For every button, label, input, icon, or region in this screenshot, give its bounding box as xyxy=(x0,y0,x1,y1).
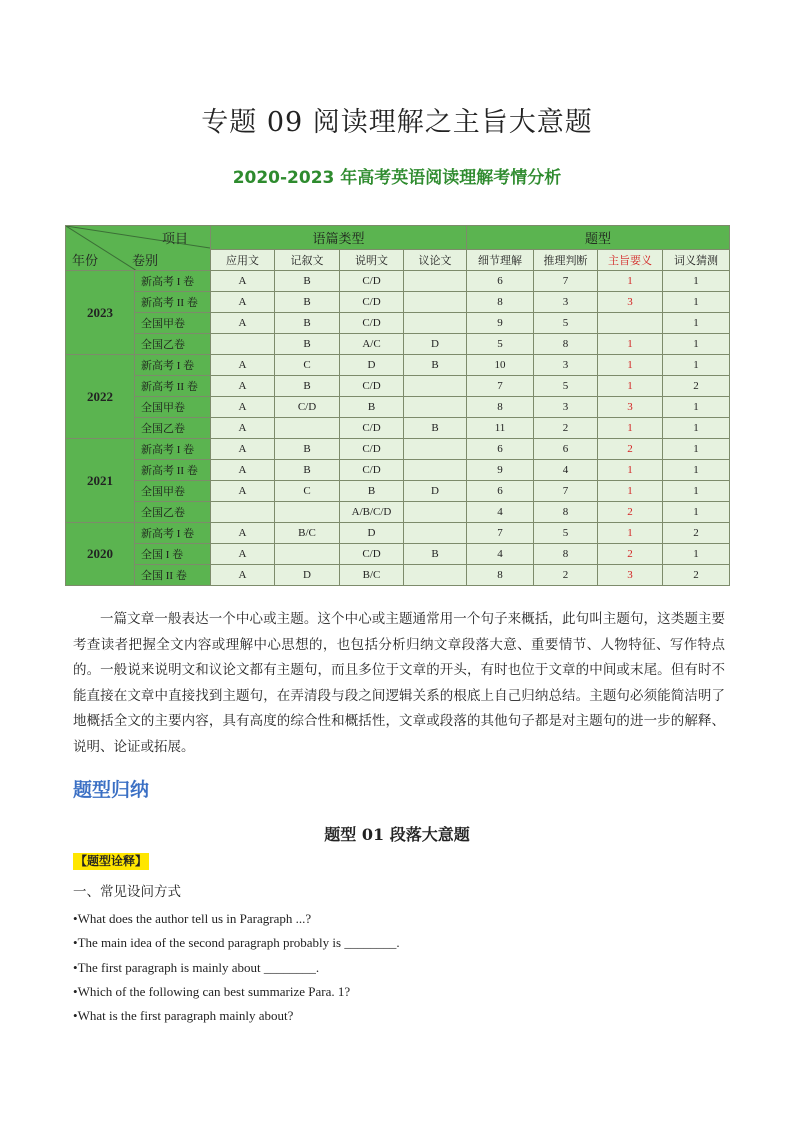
corner-item-label: 项目 xyxy=(161,231,188,246)
data-cell: C/D xyxy=(340,460,404,481)
table-row xyxy=(66,481,730,502)
data-cell: A xyxy=(211,439,275,460)
data-cell: 3 xyxy=(598,292,663,313)
data-cell: D xyxy=(404,334,467,355)
data-cell xyxy=(404,376,467,397)
data-cell: B xyxy=(275,439,340,460)
data-cell: 7 xyxy=(467,376,534,397)
data-cell: 10 xyxy=(467,355,534,376)
data-cell: A xyxy=(211,523,275,544)
type-explanation-tag: 【题型诠释】 xyxy=(75,854,148,868)
data-cell: 5 xyxy=(534,376,598,397)
data-cell: 2 xyxy=(534,418,598,439)
data-cell: A/C xyxy=(340,334,404,355)
data-cell: C/D xyxy=(340,544,404,565)
data-cell: B/C xyxy=(340,565,404,586)
data-cell: A xyxy=(211,418,275,439)
data-cell: 2 xyxy=(598,439,663,460)
table-corner xyxy=(66,226,211,271)
data-cell: 3 xyxy=(534,397,598,418)
column-header: 记叙文 xyxy=(275,250,340,271)
data-cell: 1 xyxy=(598,523,663,544)
data-cell: 1 xyxy=(663,271,730,292)
column-header: 推理判断 xyxy=(534,250,598,271)
data-cell xyxy=(404,460,467,481)
exam-analysis-table xyxy=(65,225,730,586)
paper-cell: 新高考 I 卷 xyxy=(135,271,211,292)
data-cell: B xyxy=(275,460,340,481)
data-cell: 2 xyxy=(534,565,598,586)
data-cell: 8 xyxy=(534,544,598,565)
table-row xyxy=(66,355,730,376)
year-cell: 2022 xyxy=(66,355,135,439)
paper-cell: 全国甲卷 xyxy=(135,397,211,418)
data-cell: C/D xyxy=(340,376,404,397)
corner-paper-label: 卷别 xyxy=(131,253,158,268)
data-cell: B xyxy=(275,334,340,355)
list-item: • The main idea of the second paragraph probably is ________. xyxy=(73,931,400,955)
table-row xyxy=(66,502,730,523)
paper-cell: 全国乙卷 xyxy=(135,418,211,439)
data-cell: A xyxy=(211,397,275,418)
data-cell: 6 xyxy=(467,481,534,502)
question-type-title: 题型 01 段落大意题 xyxy=(324,825,470,844)
table-row xyxy=(66,376,730,397)
data-cell: B xyxy=(404,355,467,376)
data-cell: 6 xyxy=(467,271,534,292)
data-cell: 1 xyxy=(663,313,730,334)
passage-type-header: 语篇类型 xyxy=(211,226,467,250)
table-row xyxy=(66,292,730,313)
table-row xyxy=(66,544,730,565)
table-row xyxy=(66,397,730,418)
data-cell xyxy=(404,313,467,334)
data-cell: C/D xyxy=(340,292,404,313)
data-cell: B xyxy=(340,397,404,418)
data-cell: D xyxy=(340,523,404,544)
question-list xyxy=(73,907,400,1028)
data-cell: 3 xyxy=(598,565,663,586)
column-header: 应用文 xyxy=(211,250,275,271)
page-subtitle: 2020-2023 年高考英语阅读理解考情分析 xyxy=(232,168,562,188)
data-cell: 1 xyxy=(663,439,730,460)
data-cell: 1 xyxy=(663,355,730,376)
data-cell: D xyxy=(275,565,340,586)
data-cell: C/D xyxy=(340,271,404,292)
data-cell xyxy=(404,397,467,418)
data-cell: 1 xyxy=(598,334,663,355)
data-cell: 7 xyxy=(534,481,598,502)
section-title: 题型归纳 xyxy=(73,779,150,801)
paper-cell: 全国乙卷 xyxy=(135,334,211,355)
data-cell: A xyxy=(211,355,275,376)
data-cell: B xyxy=(275,271,340,292)
data-cell: C xyxy=(275,355,340,376)
data-cell: A xyxy=(211,481,275,502)
data-cell: 1 xyxy=(663,481,730,502)
data-cell: A xyxy=(211,271,275,292)
data-cell: A xyxy=(211,313,275,334)
data-cell: 4 xyxy=(534,460,598,481)
data-cell: D xyxy=(404,481,467,502)
data-cell: B xyxy=(404,418,467,439)
data-cell: 9 xyxy=(467,460,534,481)
paper-cell: 全国乙卷 xyxy=(135,502,211,523)
data-cell: 2 xyxy=(598,502,663,523)
data-cell: B xyxy=(275,313,340,334)
data-cell xyxy=(598,313,663,334)
data-cell: 2 xyxy=(663,376,730,397)
data-cell: 1 xyxy=(663,334,730,355)
corner-year-label: 年份 xyxy=(72,253,99,268)
data-cell: 1 xyxy=(663,418,730,439)
data-cell: 1 xyxy=(663,544,730,565)
data-cell xyxy=(404,439,467,460)
data-cell: 4 xyxy=(467,544,534,565)
data-cell: 1 xyxy=(663,502,730,523)
data-cell xyxy=(404,292,467,313)
table-row xyxy=(66,313,730,334)
data-cell: C/D xyxy=(275,397,340,418)
data-cell: 8 xyxy=(467,292,534,313)
intro-paragraph: 一篇文章一般表达一个中心或主题。这个中心或主题通常用一个句子来概括，此句叫主题句，这类题主要考查读者把握全文内容或理解中心思想的，也包括分析归纳文章段落大意、重要情节、人物特征、写作特点的。一般说来说明文和议论文都有主题句，而且多位于文章的开头，有时也位于文章的中间或末尾。但有时不能直接在文章中直接找到主题句，在弄清段与段之间逻辑关系的根底上自己归纳总结。主题句必须能简洁明了地概括全文的主要内容，具有高度的综合性和概括性，文章或段落的其他句子都是对主题句的进一步的解释、说明、论证或拓展。 xyxy=(73,611,725,755)
data-cell: 7 xyxy=(467,523,534,544)
data-cell: 5 xyxy=(467,334,534,355)
data-cell: 2 xyxy=(663,523,730,544)
list-item: • What is the first paragraph mainly about? xyxy=(73,1004,400,1028)
data-cell: 3 xyxy=(534,292,598,313)
table-row xyxy=(66,334,730,355)
paper-cell: 新高考 I 卷 xyxy=(135,355,211,376)
data-cell: B xyxy=(340,481,404,502)
table-row xyxy=(66,565,730,586)
paper-cell: 全国甲卷 xyxy=(135,313,211,334)
data-cell: 8 xyxy=(534,502,598,523)
year-cell: 2021 xyxy=(66,439,135,523)
year-cell: 2023 xyxy=(66,271,135,355)
data-cell: B xyxy=(404,544,467,565)
list-item: • What does the author tell us in Paragraph ...? xyxy=(73,907,400,931)
data-cell xyxy=(211,334,275,355)
question-type-header: 题型 xyxy=(467,226,730,250)
data-cell: 5 xyxy=(534,523,598,544)
data-cell: A xyxy=(211,460,275,481)
data-cell: A xyxy=(211,376,275,397)
column-header: 词义猜测 xyxy=(663,250,730,271)
data-cell xyxy=(275,418,340,439)
data-cell: C xyxy=(275,481,340,502)
data-cell: 2 xyxy=(663,565,730,586)
data-cell xyxy=(404,523,467,544)
data-cell: 8 xyxy=(467,565,534,586)
table-row xyxy=(66,439,730,460)
data-cell: C/D xyxy=(340,418,404,439)
page-title: 专题 09 阅读理解之主旨大意题 xyxy=(201,107,593,138)
data-cell: C/D xyxy=(340,313,404,334)
table-row xyxy=(66,271,730,292)
column-header: 说明文 xyxy=(340,250,404,271)
data-cell: 1 xyxy=(598,376,663,397)
data-cell: A xyxy=(211,565,275,586)
data-cell xyxy=(275,502,340,523)
paper-cell: 新高考 II 卷 xyxy=(135,376,211,397)
data-cell: 5 xyxy=(534,313,598,334)
paper-cell: 新高考 II 卷 xyxy=(135,292,211,313)
column-header: 议论文 xyxy=(404,250,467,271)
data-cell: B xyxy=(275,292,340,313)
data-cell xyxy=(211,502,275,523)
paper-cell: 全国 II 卷 xyxy=(135,565,211,586)
data-cell: 8 xyxy=(534,334,598,355)
data-cell xyxy=(275,544,340,565)
data-cell xyxy=(404,502,467,523)
data-cell: 2 xyxy=(598,544,663,565)
paper-cell: 新高考 I 卷 xyxy=(135,523,211,544)
data-cell: 3 xyxy=(534,355,598,376)
paper-cell: 全国甲卷 xyxy=(135,481,211,502)
list-item: • The first paragraph is mainly about ________. xyxy=(73,956,400,980)
data-cell: 6 xyxy=(467,439,534,460)
data-cell: 7 xyxy=(534,271,598,292)
question-forms-heading: 一、常见设问方式 xyxy=(73,884,181,900)
data-cell: D xyxy=(340,355,404,376)
paper-cell: 新高考 II 卷 xyxy=(135,460,211,481)
data-cell: 1 xyxy=(598,481,663,502)
data-cell: 8 xyxy=(467,397,534,418)
data-cell: 3 xyxy=(598,397,663,418)
data-cell: B/C xyxy=(275,523,340,544)
data-cell: B xyxy=(275,376,340,397)
column-header: 细节理解 xyxy=(467,250,534,271)
data-cell: 1 xyxy=(663,292,730,313)
data-cell: 1 xyxy=(663,460,730,481)
table-row xyxy=(66,418,730,439)
paper-cell: 新高考 I 卷 xyxy=(135,439,211,460)
year-cell: 2020 xyxy=(66,523,135,586)
data-cell: 1 xyxy=(598,418,663,439)
table-row xyxy=(66,523,730,544)
data-cell: A xyxy=(211,292,275,313)
column-header: 主旨要义 xyxy=(598,250,663,271)
data-cell: 11 xyxy=(467,418,534,439)
data-cell: 1 xyxy=(663,397,730,418)
data-cell: C/D xyxy=(340,439,404,460)
data-cell: A xyxy=(211,544,275,565)
data-cell xyxy=(404,271,467,292)
data-cell xyxy=(404,565,467,586)
data-cell: 1 xyxy=(598,460,663,481)
data-cell: A/B/C/D xyxy=(340,502,404,523)
paper-cell: 全国 I 卷 xyxy=(135,544,211,565)
list-item: • Which of the following can best summarize Para. 1? xyxy=(73,980,400,1004)
data-cell: 1 xyxy=(598,271,663,292)
data-cell: 1 xyxy=(598,355,663,376)
data-cell: 4 xyxy=(467,502,534,523)
data-cell: 9 xyxy=(467,313,534,334)
data-cell: 6 xyxy=(534,439,598,460)
table-row xyxy=(66,460,730,481)
